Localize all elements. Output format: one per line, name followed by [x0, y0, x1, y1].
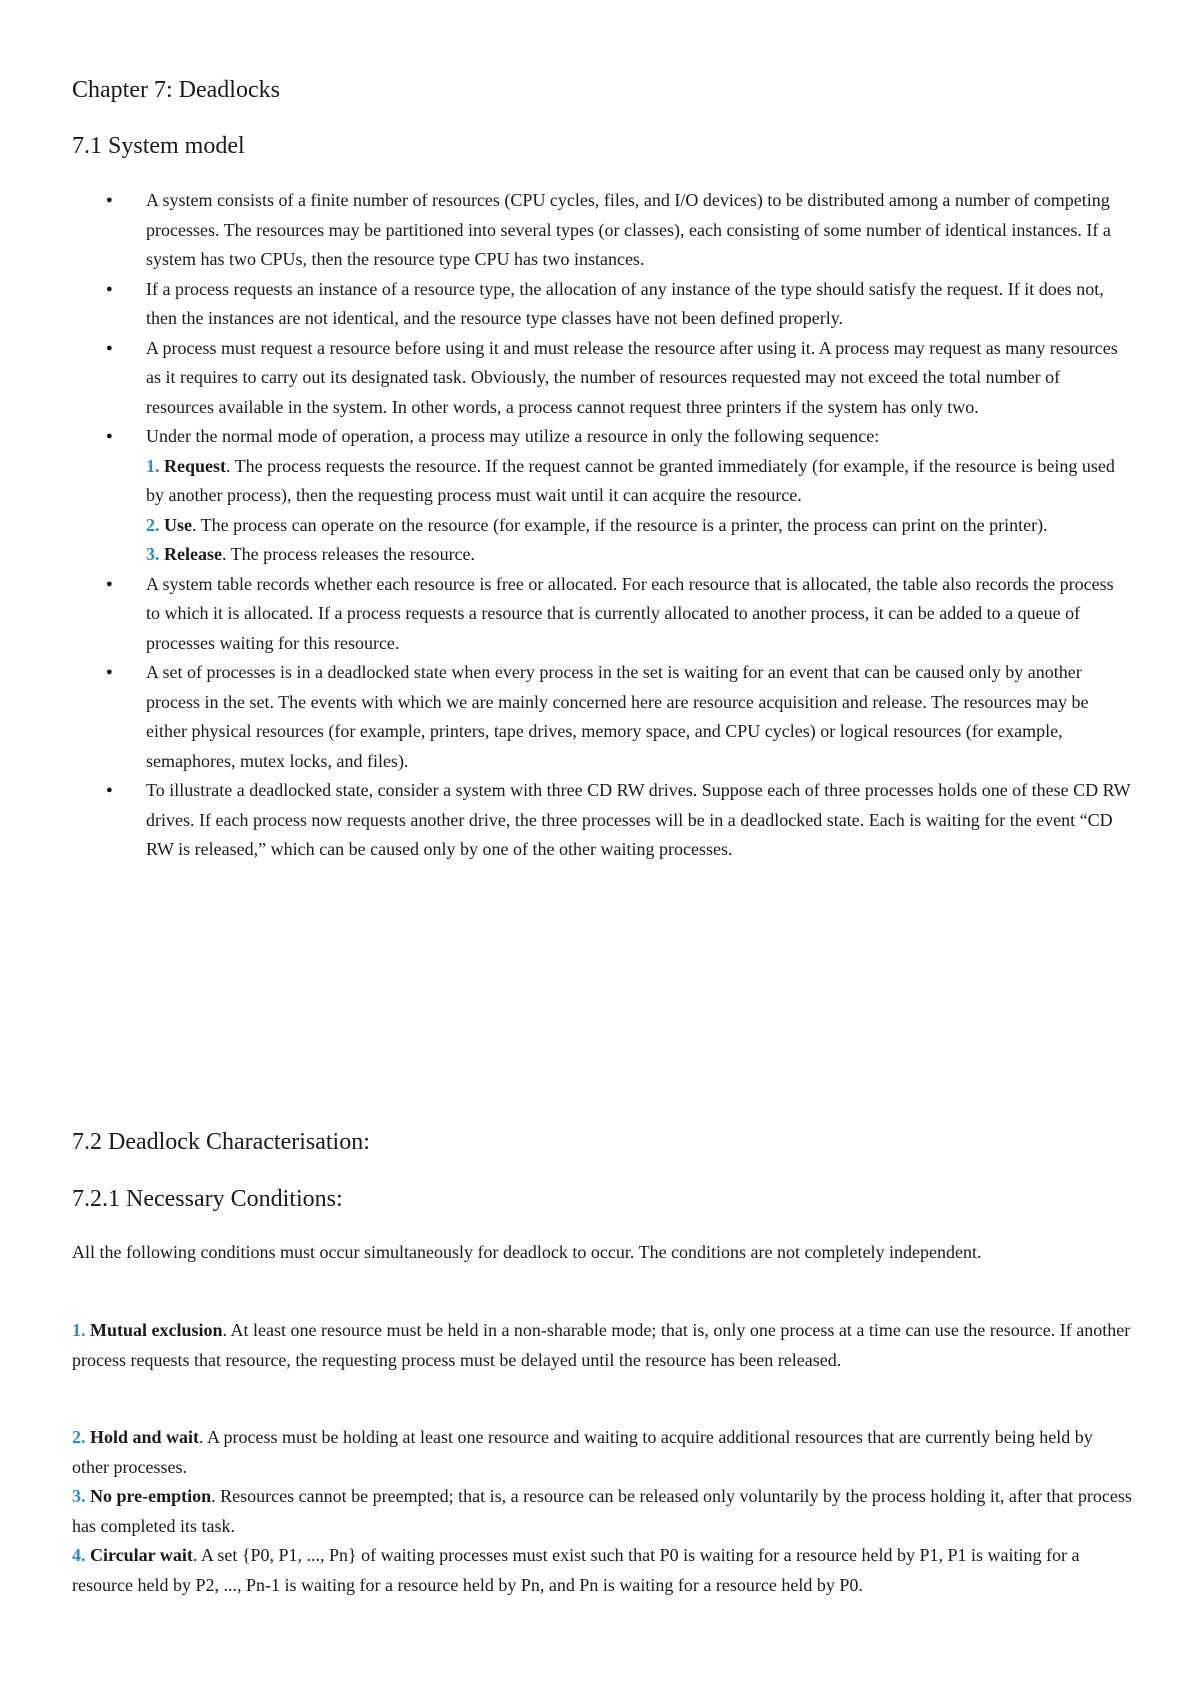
- section-heading-7-1: 7.1 System model: [72, 133, 245, 159]
- step-text: . The process can operate on the resource (for example, if the resource is a printer, the process can print on the printer).: [192, 514, 1048, 535]
- condition-text: . Resources cannot be preempted; that is, a resource can be released only voluntarily by the process holding it, after that process has completed its task.: [72, 1486, 1132, 1536]
- condition-paragraph: [72, 1316, 1132, 1375]
- step-text: . The process releases the resource.: [221, 544, 476, 564]
- step-number: 1.: [146, 455, 160, 476]
- condition-term: No pre-emption: [90, 1486, 212, 1506]
- step-term: Request: [164, 455, 226, 476]
- system-model-bullet-list: [72, 186, 1132, 865]
- condition-text: . At least one resource must be held in a non-sharable mode; that is, only one process at a time can use the resource. If another process requests that resource, the requesting process must be delayed until the resource has been released.: [72, 1320, 1131, 1370]
- step-text: . The process requests the resource. If the request cannot be granted immediately (for example, if the resource is being used by another process), then the requesting process must wait until it can acquire the resource.: [146, 455, 1115, 505]
- chapter-title: Chapter 7: Deadlocks: [72, 77, 280, 103]
- sequence-step: [146, 452, 1132, 511]
- sequence-intro: Under the normal mode of operation, a process may utilize a resource in only the following sequence:: [146, 426, 880, 446]
- conditions-intro: All the following conditions must occur simultaneously for deadlock to occur. The conditions are not completely independent.: [72, 1242, 982, 1262]
- condition-paragraph: [72, 1482, 1132, 1541]
- condition-text: . A set {P0, P1, ..., Pn} of waiting processes must exist such that P0 is waiting for a resource held by P1, P1 is waiting for a resource held by P2, ..., Pn-1 is waiting for a resource held by Pn, and Pn is waiting for a resource held by P0.: [72, 1545, 1080, 1595]
- condition-term: Hold and wait: [90, 1427, 200, 1447]
- sequence-step: [146, 511, 1132, 541]
- condition-paragraph: [72, 1541, 1132, 1600]
- condition-number: 2.: [72, 1427, 86, 1447]
- sequence-step: [146, 540, 1132, 570]
- step-number: 3.: [146, 544, 160, 564]
- bullet-item: ● A system consists of a finite number of resources (CPU cycles, files, and I/O devices) to be distributed among a number of competing processes. The resources may be partitioned into several types (or classes), each consisting of some number of identical instances. If a system has two CPUs, then the resource type CPU has two instances.: [72, 186, 1132, 275]
- bullet-item: ● If a process requests an instance of a resource type, the allocation of any instance of the type should satisfy the request. If it does not, then the instances are not identical, and the resource type classes have not been defined properly.: [72, 275, 1132, 334]
- bullet-item: ● A system table records whether each resource is free or allocated. For each resource that is allocated, the table also records the process to which it is allocated. If a process requests a resource that is currently allocated to another process, it can be added to a queue of processes waiting for this resource.: [72, 570, 1132, 659]
- bullet-item-sequence: [72, 422, 1132, 570]
- condition-text: . A process must be holding at least one resource and waiting to acquire additional resources that are currently being held by other processes.: [72, 1427, 1093, 1477]
- bullet-item: ● A set of processes is in a deadlocked state when every process in the set is waiting for an event that can be caused only by another process in the set. The events with which we are mainly concerned here are resource acquisition and release. The resources may be either physical resources (for example, printers, tape drives, memory space, and CPU cycles) or logical resources (for example, semaphores, mutex locks, and files).: [72, 658, 1132, 776]
- bullet-item: ● To illustrate a deadlocked state, consider a system with three CD RW drives. Suppose each of three processes holds one of these CD RW drives. If each process now requests another drive, the three processes will be in a deadlocked state. Each is waiting for the event “CD RW is released,” which can be caused only by one of the other waiting processes.: [72, 776, 1132, 865]
- condition-term: Circular wait: [90, 1545, 193, 1565]
- subsection-heading-7-2-1: 7.2.1 Necessary Conditions:: [72, 1186, 343, 1212]
- bullet-item: ● A process must request a resource before using it and must release the resource after using it. A process may request as many resources as it requires to carry out its designated task. Obviously, the number of resources requested may not exceed the total number of resources available in the system. In other words, a process cannot request three printers if the system has only two.: [72, 334, 1132, 423]
- condition-number: 3.: [72, 1486, 86, 1506]
- step-number: 2.: [146, 514, 160, 535]
- condition-number: 1.: [72, 1320, 86, 1340]
- condition-number: 4.: [72, 1545, 86, 1565]
- condition-paragraph: [72, 1423, 1132, 1482]
- section-heading-7-2: 7.2 Deadlock Characterisation:: [72, 1129, 370, 1155]
- condition-term: Mutual exclusion: [90, 1320, 223, 1340]
- step-term: Release: [164, 544, 222, 564]
- step-term: Use: [164, 514, 192, 535]
